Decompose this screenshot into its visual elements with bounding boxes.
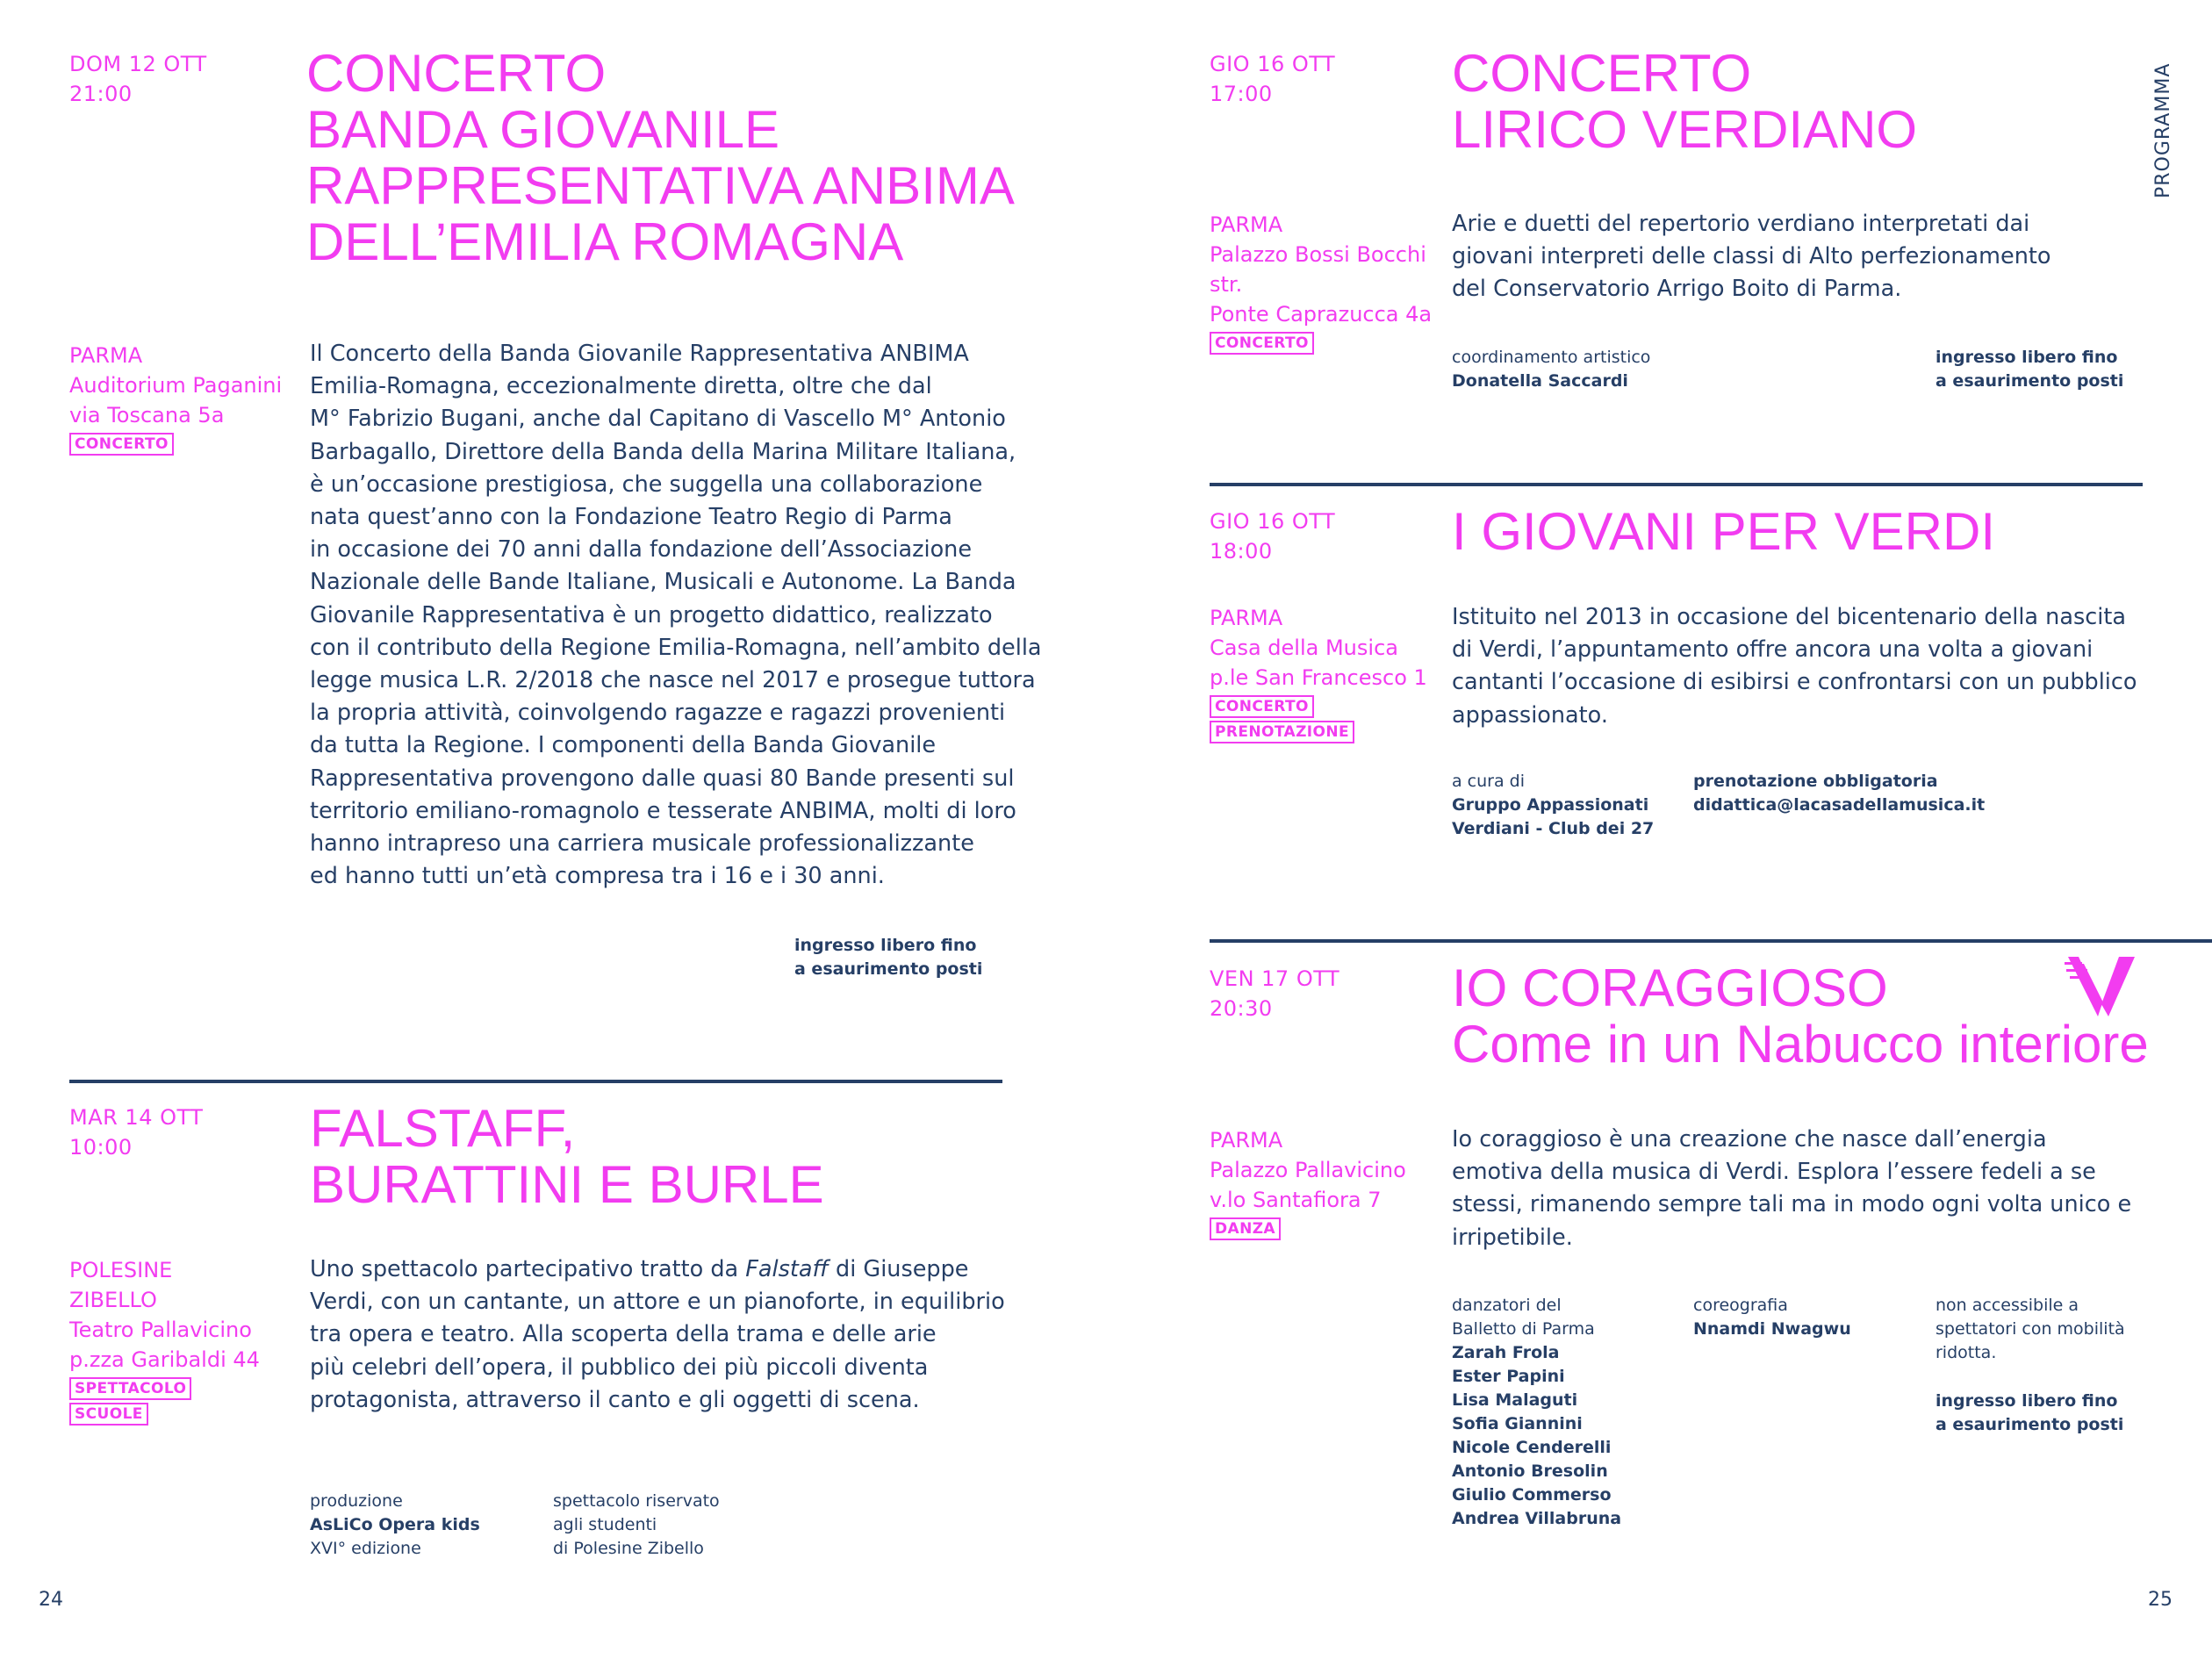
title-line: IO CORAGGIOSO — [1452, 959, 1888, 1017]
event1-description — [310, 338, 1042, 893]
page-number-right: 25 — [2148, 1589, 2172, 1611]
location-address: p.zza Garibaldi 44 — [69, 1347, 260, 1372]
location-city: PARMA — [1210, 1128, 1283, 1153]
credit-label: produzione — [310, 1491, 403, 1511]
section-divider — [69, 1080, 1002, 1083]
title-subline: Come in un Nabucco interiore — [1452, 1015, 2149, 1074]
location-city: PARMA — [1210, 212, 1283, 237]
section-label: PROGRAMMA — [2152, 62, 2174, 198]
event5-access-note — [1936, 1294, 2125, 1365]
body-text: di Giuseppe — [828, 1256, 969, 1282]
event5-description — [1452, 1124, 2131, 1254]
note-line: non accessibile a — [1936, 1296, 2079, 1315]
body-line: con il contributo della Regione Emilia-Romagna, nell’ambito della — [310, 634, 1042, 661]
title-line: RAPPRESENTATIVA ANBIMA — [306, 156, 1015, 215]
event5-date — [1210, 964, 1339, 1023]
credit-name: Verdiani - Club dei 27 — [1452, 819, 1655, 838]
category-tag: CONCERTO — [1210, 332, 1314, 355]
category-tag: CONCERTO — [69, 433, 174, 456]
category-tag: PRENOTAZIONE — [1210, 721, 1354, 743]
location-address: v.lo Santafiora 7 — [1210, 1188, 1382, 1212]
location-venue: Teatro Pallavicino — [69, 1318, 252, 1342]
category-tag: SPETTACOLO — [69, 1377, 191, 1400]
credit-name: Donatella Saccardi — [1452, 371, 1628, 391]
location-city: PARMA — [69, 343, 143, 368]
dancer-name: Ester Papini — [1452, 1367, 1565, 1386]
event-day: MAR 14 OTT — [69, 1105, 204, 1130]
entry-line: a esaurimento posti — [1936, 371, 2124, 391]
event4-date — [1210, 506, 1335, 566]
verdi-v-logo-icon — [2063, 952, 2142, 1022]
note-line: spettacolo riservato — [553, 1491, 720, 1511]
event5-choreography — [1693, 1294, 1851, 1341]
credit-label: a cura di — [1452, 772, 1526, 791]
body-line: hanno intrapreso una carriera musicale professionalizzante — [310, 830, 974, 858]
body-line: Giovanile Rappresentativa è un progetto didattico, realizzato — [310, 601, 993, 628]
location-address: str. — [1210, 272, 1243, 297]
body-line: Barbagallo, Direttore della Banda della Marina Militare Italiana, — [310, 438, 1016, 465]
entry-line: ingresso libero fino — [794, 936, 977, 955]
credit-name: Nnamdi Nwagwu — [1693, 1319, 1851, 1339]
entry-line: a esaurimento posti — [1936, 1415, 2124, 1434]
body-line: giovani interpreti delle classi di Alto perfezionamento — [1452, 243, 2051, 270]
credit-name: Gruppo Appassionati — [1452, 795, 1649, 815]
title-line: DELL’EMILIA ROMAGNA — [306, 212, 904, 271]
body-line: nata quest’anno con la Fondazione Teatro Regio di Parma — [310, 504, 952, 531]
body-line: Io coraggioso è una creazione che nasce dall’energia — [1452, 1126, 2047, 1153]
body-line: in occasione dei 70 anni dalla fondazione dell’Associazione — [310, 536, 973, 564]
title-line: CONCERTO — [306, 44, 607, 103]
event5-title — [1452, 960, 2149, 1073]
body-line: da tutta la Regione. I componenti della Banda Giovanile — [310, 732, 937, 759]
event5-entry-info — [1936, 1390, 2123, 1437]
event3-entry-info — [1936, 346, 2123, 393]
body-line: tra opera e teatro. Alla scoperta della trama e delle arie — [310, 1321, 937, 1348]
event2-description — [310, 1253, 1005, 1417]
event1-date — [69, 49, 207, 109]
location-venue: Palazzo Bossi Bocchi — [1210, 242, 1426, 267]
location-venue: Palazzo Pallavicino — [1210, 1158, 1406, 1182]
location-venue: Casa della Musica — [1210, 636, 1398, 660]
dancer-name: Zarah Frola — [1452, 1343, 1560, 1362]
note-line: spettatori con mobilità — [1936, 1319, 2125, 1339]
event-time: 20:30 — [1210, 996, 1273, 1021]
body-line: stessi, rimanendo sempre tali ma in modo ogni volta unico e — [1452, 1191, 2132, 1218]
body-line: Emilia-Romagna, eccezionalmente diretta, oltre che dal — [310, 373, 932, 400]
credit-name: AsLiCo Opera kids — [310, 1515, 480, 1534]
credit-label: coreografia — [1693, 1296, 1788, 1315]
event3-location — [1210, 210, 1432, 355]
dancer-name: Sofia Giannini — [1452, 1414, 1583, 1433]
body-line: irripetibile. — [1452, 1224, 1573, 1251]
body-line: appassionato. — [1452, 701, 1608, 729]
body-line: è un’occasione prestigiosa, che suggella una collaborazione — [310, 470, 983, 498]
event2-reserved-note — [553, 1490, 720, 1561]
body-line: ed hanno tutti un’età compresa tra i 16 e i 30 anni. — [310, 863, 885, 890]
category-tag: SCUOLE — [69, 1403, 148, 1426]
event-day: VEN 17 OTT — [1210, 966, 1340, 991]
event1-location — [69, 341, 282, 456]
location-city: ZIBELLO — [69, 1288, 157, 1312]
dancer-name: Lisa Malaguti — [1452, 1390, 1578, 1410]
event3-title — [1452, 46, 1917, 158]
entry-line: a esaurimento posti — [794, 959, 983, 979]
body-line: di Verdi, l’appuntamento offre ancora una volta a giovani — [1452, 636, 2094, 664]
dancer-name: Nicole Cenderelli — [1452, 1438, 1612, 1457]
event4-curator — [1452, 770, 1654, 841]
body-line: Verdi, con un cantante, un attore e un pianoforte, in equilibrio — [310, 1289, 1005, 1316]
note-line: ridotta. — [1936, 1343, 1997, 1362]
location-address: p.le San Francesco 1 — [1210, 665, 1427, 690]
title-line: BURATTINI E BURLE — [310, 1155, 824, 1214]
credit-edition: XVI° edizione — [310, 1539, 421, 1558]
page-number-left: 24 — [39, 1589, 63, 1611]
body-text: Uno spettacolo partecipativo tratto da — [310, 1256, 746, 1282]
event1-entry-info — [794, 934, 982, 981]
title-line: BANDA GIOVANILE — [306, 100, 780, 159]
section-divider — [1210, 483, 2143, 486]
body-line: emotiva della musica di Verdi. Esplora l’essere fedeli a se — [1452, 1159, 2096, 1186]
body-line — [310, 1253, 1005, 1286]
event-day: GIO 16 OTT — [1210, 509, 1336, 534]
body-line: cantanti l’occasione di esibirsi e confrontarsi con un pubblico — [1452, 669, 2137, 696]
event4-title — [1452, 504, 1995, 560]
body-line: Rappresentativa provengono dalle quasi 80 Bande presenti sul — [310, 765, 1015, 792]
event2-title — [310, 1101, 824, 1213]
body-line: del Conservatorio Arrigo Boito di Parma. — [1452, 276, 1902, 303]
location-city: PARMA — [1210, 606, 1283, 630]
booking-email: didattica@lacasadellamusica.it — [1693, 795, 1986, 815]
location-address: Ponte Caprazucca 4a — [1210, 302, 1433, 327]
event1-title — [306, 46, 1015, 270]
event-day: DOM 12 OTT — [69, 52, 207, 76]
dancer-name: Andrea Villabruna — [1452, 1509, 1622, 1528]
event2-date — [69, 1102, 203, 1162]
title-line: LIRICO VERDIANO — [1452, 100, 1918, 159]
body-line: Arie e duetti del repertorio verdiano interpretati dai — [1452, 211, 2030, 237]
event3-coordination — [1452, 346, 1650, 393]
opera-title: Falstaff — [745, 1256, 829, 1282]
category-tag: CONCERTO — [1210, 695, 1314, 718]
entry-line: ingresso libero fino — [1936, 1391, 2118, 1411]
event4-booking — [1693, 770, 1985, 817]
dancer-name: Antonio Bresolin — [1452, 1462, 1608, 1481]
category-tag: DANZA — [1210, 1217, 1281, 1240]
body-line: più celebri dell’opera, il pubblico dei più piccoli diventa — [310, 1354, 929, 1381]
body-line: M° Fabrizio Bugani, anche dal Capitano di Vascello M° Antonio — [310, 406, 1006, 433]
body-line: Il Concerto della Banda Giovanile Rappresentativa ANBIMA — [310, 341, 969, 367]
event4-description — [1452, 601, 2137, 732]
event3-date — [1210, 49, 1335, 109]
event2-location — [69, 1255, 260, 1426]
location-venue: Auditorium Paganini — [69, 373, 283, 398]
body-line: Istituito nel 2013 in occasione del bicentenario della nascita — [1452, 604, 2126, 630]
title-line: FALSTAFF, — [310, 1099, 576, 1158]
dancer-name: Giulio Commerso — [1452, 1485, 1612, 1505]
body-line: protagonista, attraverso il canto e gli oggetti di scena. — [310, 1386, 920, 1413]
title-line: CONCERTO — [1452, 44, 1752, 103]
note-line: agli studenti — [553, 1515, 657, 1534]
location-address: via Toscana 5a — [69, 403, 225, 427]
event3-description — [1452, 208, 2050, 306]
event-time: 10:00 — [69, 1135, 133, 1160]
event2-production — [310, 1490, 480, 1561]
event-time: 18:00 — [1210, 539, 1273, 564]
booking-label: prenotazione obbligatoria — [1693, 772, 1938, 791]
event-time: 17:00 — [1210, 82, 1273, 106]
credit-label: coordinamento artistico — [1452, 348, 1651, 367]
event5-location — [1210, 1125, 1406, 1240]
location-city: POLESINE — [69, 1258, 173, 1282]
note-line: di Polesine Zibello — [553, 1539, 704, 1558]
body-line: Nazionale delle Bande Italiane, Musicali e Autonome. La Banda — [310, 569, 1016, 596]
event-day: GIO 16 OTT — [1210, 52, 1336, 76]
entry-line: ingresso libero fino — [1936, 348, 2118, 367]
event4-location — [1210, 603, 1427, 743]
section-divider — [1210, 939, 2212, 943]
credit-label: danzatori del — [1452, 1296, 1562, 1315]
body-line: territorio emiliano-romagnolo e tesserate ANBIMA, molti di loro — [310, 797, 1016, 824]
title-line: I GIOVANI PER VERDI — [1452, 502, 1996, 561]
body-line: legge musica L.R. 2/2018 che nasce nel 2017 e prosegue tuttora — [310, 667, 1036, 694]
body-line: la propria attività, coinvolgendo ragazze e ragazzi provenienti — [310, 700, 1006, 727]
event-time: 21:00 — [69, 82, 133, 106]
credit-label: Balletto di Parma — [1452, 1319, 1595, 1339]
event5-dancers — [1452, 1294, 1621, 1531]
